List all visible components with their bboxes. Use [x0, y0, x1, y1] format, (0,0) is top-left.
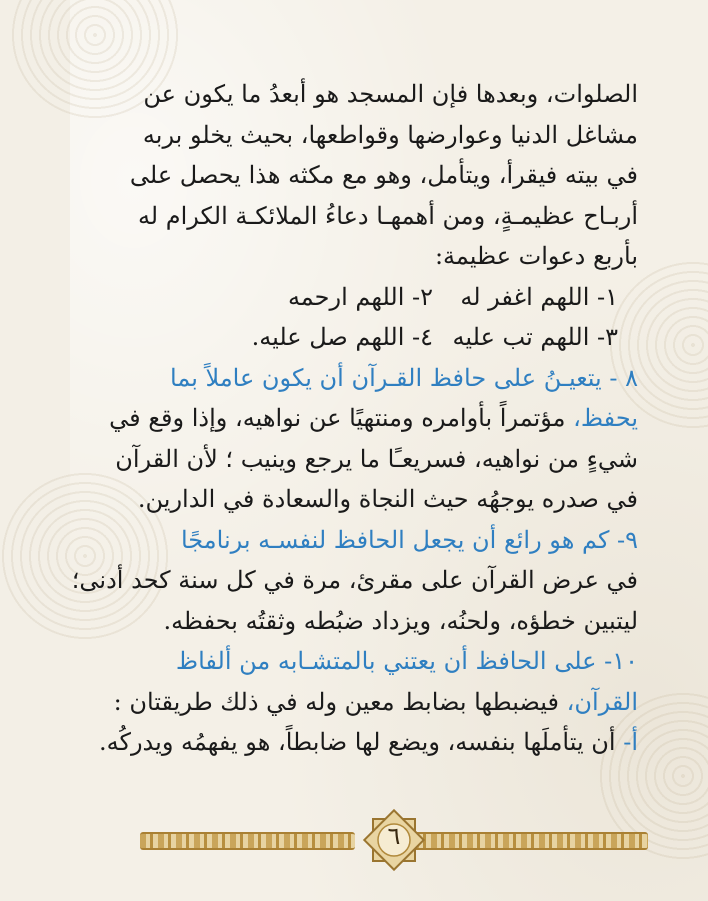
- text-fragment: فيضبطها بضابط معين وله في ذلك طريقتان :: [113, 687, 567, 716]
- text-line: [109, 398, 638, 439]
- text-line: في عرض القرآن على مقرئ، مرة في كل سنة كحد أدنى؛: [71, 566, 638, 594]
- dua-item: ٣- اللهم تب عليه: [452, 323, 618, 351]
- text-line: ليتبين خطؤه، ولحنُه، ويزداد ضبُطه وثقتُه بحفظه.: [163, 606, 638, 635]
- highlighted-word: القرآن،: [566, 687, 638, 716]
- dua-row: [132, 277, 638, 318]
- decorative-border: [413, 832, 648, 850]
- page-number-badge: [364, 810, 424, 870]
- text-fragment: أن يتأملَها بنفسه، ويضع لها ضابطاً، هو يفهمُه ويدركُه.: [99, 728, 624, 756]
- text-fragment: مؤتمراً بأوامره ومنتهيًا عن نواهيه، وإذا وقع في: [109, 404, 574, 432]
- dua-item: ٤- اللهم صل عليه.: [251, 323, 433, 351]
- section-heading: ١٠- على الحافظ أن يعتني بالمتشـابه من ألفاظ: [175, 647, 638, 675]
- text-line: بأربع دعوات عظيمة:: [434, 242, 638, 270]
- dua-item: ٢- اللهم ارحمه: [287, 282, 433, 311]
- page-number: ٦: [387, 822, 401, 850]
- text-line: في صدره يوجهُه حيث النجاة والسعادة في الدارين.: [137, 485, 638, 513]
- page-body: [71, 74, 638, 763]
- highlighted-word: يحفظ،: [573, 404, 638, 432]
- page-footer: [70, 810, 708, 870]
- text-line: أربـاح عظيمـةٍ، ومن أهمهـا دعاءُ الملائكـة الكرام له: [137, 201, 638, 230]
- dua-row: [132, 317, 638, 358]
- text-line: [99, 722, 638, 763]
- text-line: الصلوات، وبعدها فإن المسجد هو أبعدُ ما يكون عن: [143, 80, 638, 108]
- dua-item: ١- اللهم اغفر له: [460, 282, 618, 311]
- section-heading: ٩- كم هو رائع أن يجعل الحافظ لنفسـه برنامجًا: [180, 525, 638, 554]
- text-line: شيءٍ من نواهيه، فسريعـًا ما يرجع وينيب ؛ لأن القرآن: [115, 444, 638, 473]
- section-heading: ٨ - يتعيـنُ على حافظ القـرآن أن يكون عاملاً بما: [170, 363, 638, 392]
- text-line: [113, 682, 638, 723]
- text-line: مشاغل الدنيا وعوارضها وقواطعها، بحيث يخلو بربه: [142, 120, 638, 149]
- list-marker: أ-: [623, 728, 638, 756]
- decorative-border: [140, 832, 355, 850]
- text-line: في بيته فيقرأ، ويتأمل، وهو مع مكثه هذا يحصل على: [129, 161, 638, 189]
